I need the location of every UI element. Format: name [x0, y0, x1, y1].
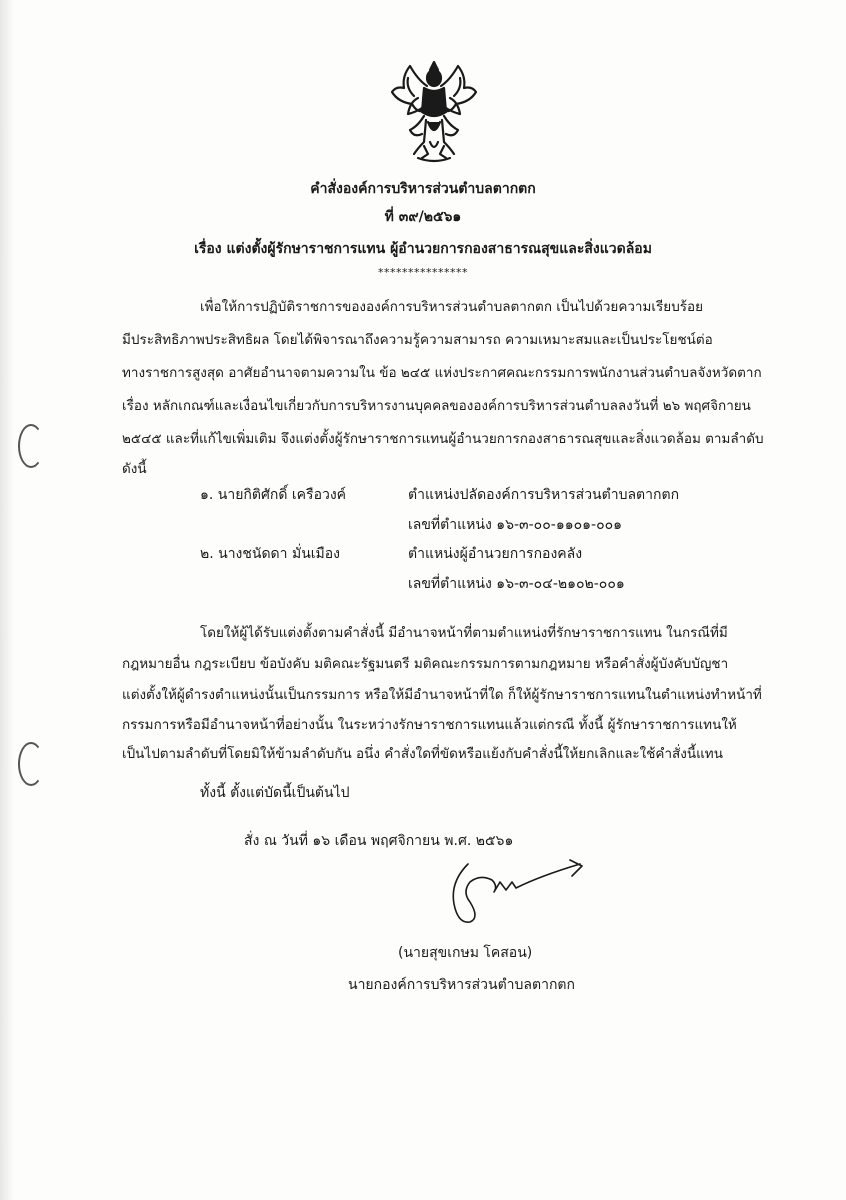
- appointee-position-no: เลขที่ตำแหน่ง ๑๖-๓-๐๔-๒๑๐๒-๐๐๑: [408, 576, 625, 592]
- appointee-position: ตำแหน่งปลัดองค์การบริหารส่วนตำบลตากตก: [408, 487, 680, 503]
- para1-line: เพื่อให้การปฏิบัติราชการขององค์การบริหารส่วนตำบลตากตก เป็นไปด้วยความเรียบร้อย: [200, 299, 704, 315]
- order-title: คำสั่งองค์การบริหารส่วนตำบลตากตก: [310, 181, 536, 197]
- para2-line: โดยให้ผู้ได้รับแต่งตั้งตามคำสั่งนี้ มีอำนาจหน้าที่ตามตำแหน่งที่รักษาราชการแทน ในกรณีที่มี: [200, 625, 728, 641]
- para1-line: ๒๕๔๕ และที่แก้ไขเพิ่มเติม จึงแต่งตั้งผู้รักษาราชการแทนผู้อำนวยการกองสาธารณสุขและสิ่งแวดล้อม ตามลำดับ: [122, 431, 764, 447]
- order-subject: เรื่อง แต่งตั้งผู้รักษาราชการแทน ผู้อำนวยการกองสาธารณสุขและสิ่งแวดล้อม: [194, 241, 652, 257]
- order-date: สั่ง ณ วันที่ ๑๖ เดือน พฤศจิกายน พ.ศ. ๒๕๖๑: [244, 833, 514, 849]
- appointee-position: ตำแหน่งผู้อำนวยการกองคลัง: [408, 546, 583, 562]
- garuda-emblem-icon: [388, 58, 480, 166]
- signature-icon: [440, 852, 590, 932]
- para2-line: กฎหมายอื่น กฎระเบียบ ข้อบังคับ มติคณะรัฐมนตรี มติคณะกรรมการตามกฎหมาย หรือคำสั่งผู้บังคับบัญชา: [122, 656, 729, 672]
- separator-stars: ***************: [378, 266, 468, 279]
- punch-hole: [18, 424, 44, 468]
- punch-hole: [18, 742, 44, 786]
- appointee-name: ๒. นางชนัดดา มั่นเมือง: [200, 546, 341, 562]
- appointee-name: ๑. นายกิติศักดิ์ เครือวงค์: [200, 487, 347, 503]
- signer-title: นายกองค์การบริหารส่วนตำบลตากตก: [348, 977, 575, 993]
- para2-line: แต่งตั้งให้ผู้ดำรงตำแหน่งนั้นเป็นกรรมการ หรือให้มีอำนาจหน้าที่ใด ก็ให้ผู้รักษาราชการแทนในตำแหน่งทำหน้าที่: [122, 687, 762, 703]
- para2-line: กรรมการหรือมีอำนาจหน้าที่อย่างนั้น ในระหว่างรักษาราชการแทนแล้วแต่กรณี ทั้งนี้ ผู้รักษาราชการแทนให้: [122, 717, 737, 733]
- effective-line: ทั้งนี้ ตั้งแต่บัดนี้เป็นต้นไป: [200, 785, 350, 801]
- appointee-position-no: เลขที่ตำแหน่ง ๑๖-๓-๐๐-๑๑๐๑-๐๐๑: [408, 517, 623, 533]
- para2-line: เป็นไปตามลำดับที่โดยมิให้ข้ามลำดับกัน อนึ่ง คำสั่งใดที่ขัดหรือแย้งกับคำสั่งนี้ให้ยกเลิกและใช้คำสั่งนี้แทน: [122, 746, 723, 762]
- para1-line: เรื่อง หลักเกณฑ์และเงื่อนไขเกี่ยวกับการบริหารงานบุคคลขององค์การบริหารส่วนตำบลลงวันที่ ๒๖ พฤศจิกายน: [122, 398, 751, 414]
- para1-line: มีประสิทธิภาพประสิทธิผล โดยได้พิจารณาถึงความรู้ความสามารถ ความเหมาะสมและเป็นประโยชน์ต่อ: [122, 332, 713, 348]
- order-number: ที่ ๓๙/๒๕๖๑: [384, 209, 462, 225]
- para1-line: ดังนี้: [122, 461, 147, 477]
- signer-name: (นายสุขเกษม โคสอน): [398, 945, 533, 961]
- para1-line: ทางราชการสูงสุด อาศัยอำนาจตามความใน ข้อ ๒๔๕ แห่งประกาศคณะกรรมการพนักงานส่วนตำบลจังหวัดตาก: [122, 365, 762, 381]
